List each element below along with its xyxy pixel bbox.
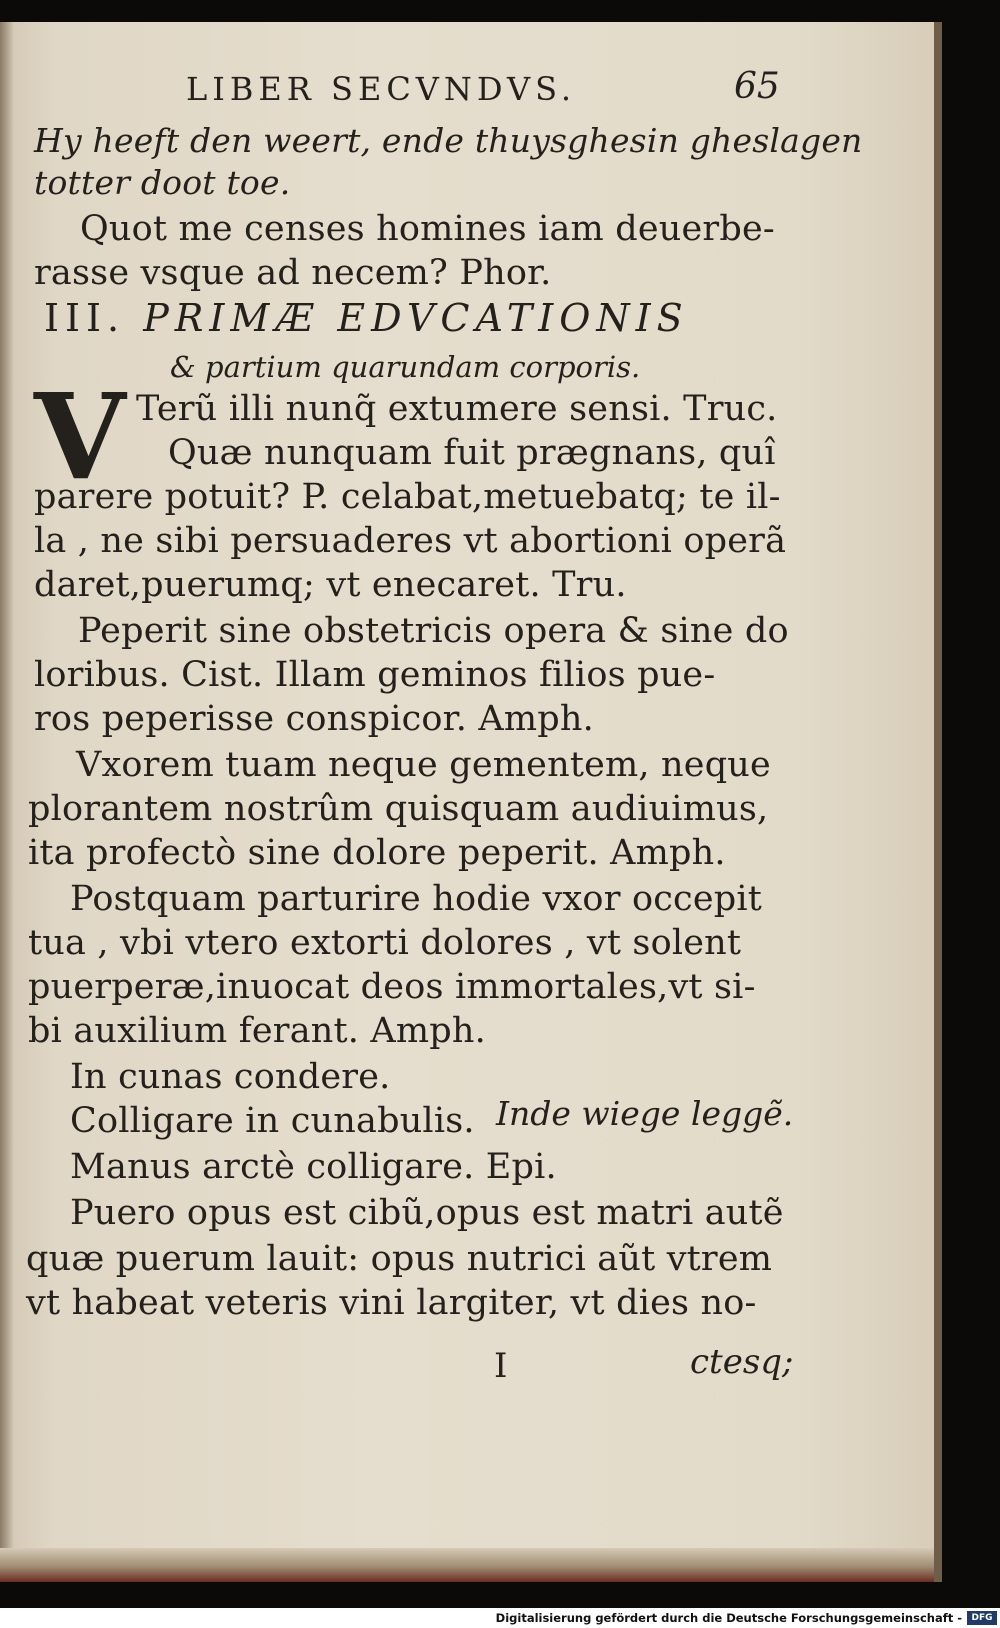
body-line: loribus. Cist. Illam geminos filios pue-	[34, 655, 716, 695]
body-line: Vxorem tuam neque gementem, neque	[76, 745, 771, 785]
footer-credit: Digitalisierung gefördert durch die Deutsche Forschungsgemeinschaft -	[495, 1611, 962, 1625]
latin-line-1: Quot me censes homines iam deuerbe-	[80, 209, 775, 249]
body-line: ita profectò sine dolore peperit. Amph.	[28, 833, 726, 873]
page-bottom-edge	[0, 1548, 934, 1582]
body-line: tua , vbi vtero extorti dolores , vt solent	[28, 923, 742, 963]
section-heading	[44, 296, 689, 340]
body-line: Peperit sine obstetricis opera & sine do	[78, 611, 789, 651]
running-title: LIBER SECVNDVS.	[186, 70, 577, 108]
body-line: quæ puerum lauit: opus nutrici aũt vtrem	[26, 1239, 773, 1279]
body-line: Puero opus est cibũ,opus est matri autẽ	[70, 1193, 784, 1233]
body-line: vt habeat veteris vini largiter, vt dies no-	[26, 1283, 757, 1323]
body-line: puerperæ,inuocat deos immortales,vt si-	[28, 967, 756, 1007]
digitization-footer	[0, 1608, 1000, 1628]
body-line: In cunas condere.	[70, 1057, 391, 1097]
body-line: bi auxilium ferant. Amph.	[28, 1011, 486, 1051]
margin-note: Inde wiege leggẽ.	[496, 1094, 794, 1133]
body-line: la , ne sibi persuaderes vt abortioni operã	[34, 521, 787, 561]
body-line: plorantem nostrûm quisquam audiuimus,	[28, 789, 769, 829]
signature-mark: I	[494, 1346, 508, 1386]
dutch-line-1: Hy heeft den weert, ende thuysghesin gheslagen	[34, 121, 863, 160]
latin-line-2: rasse vsque ad necem? Phor.	[34, 253, 552, 293]
body-line: Terũ illi nunq̃ extumere sensi. Truc.	[136, 389, 778, 429]
page-number: 65	[734, 66, 780, 107]
dfg-logo-icon: DFG	[967, 1611, 997, 1625]
section-number: III.	[44, 296, 126, 340]
section-subheading: & partium quarundam corporis.	[170, 350, 641, 384]
body-line: Colligare in cunabulis.	[70, 1101, 475, 1141]
body-line: Postquam parturire hodie vxor occepit	[70, 879, 763, 919]
body-line: Manus arctè colligare. Epi.	[70, 1147, 557, 1187]
dutch-line-2: totter doot toe.	[34, 163, 291, 202]
body-line: ros peperisse conspicor. Amph.	[34, 699, 594, 739]
section-title: PRIMÆ EDVCATIONIS	[143, 296, 689, 340]
catchword: ctesq;	[690, 1342, 794, 1382]
body-line: Quæ nunquam fuit prægnans, quî	[168, 433, 776, 473]
drop-cap: V	[34, 367, 126, 506]
body-line: daret,puerumq; vt enecaret. Tru.	[34, 565, 627, 605]
body-line: parere potuit? P. celabat,metuebatq; te il-	[34, 477, 781, 517]
